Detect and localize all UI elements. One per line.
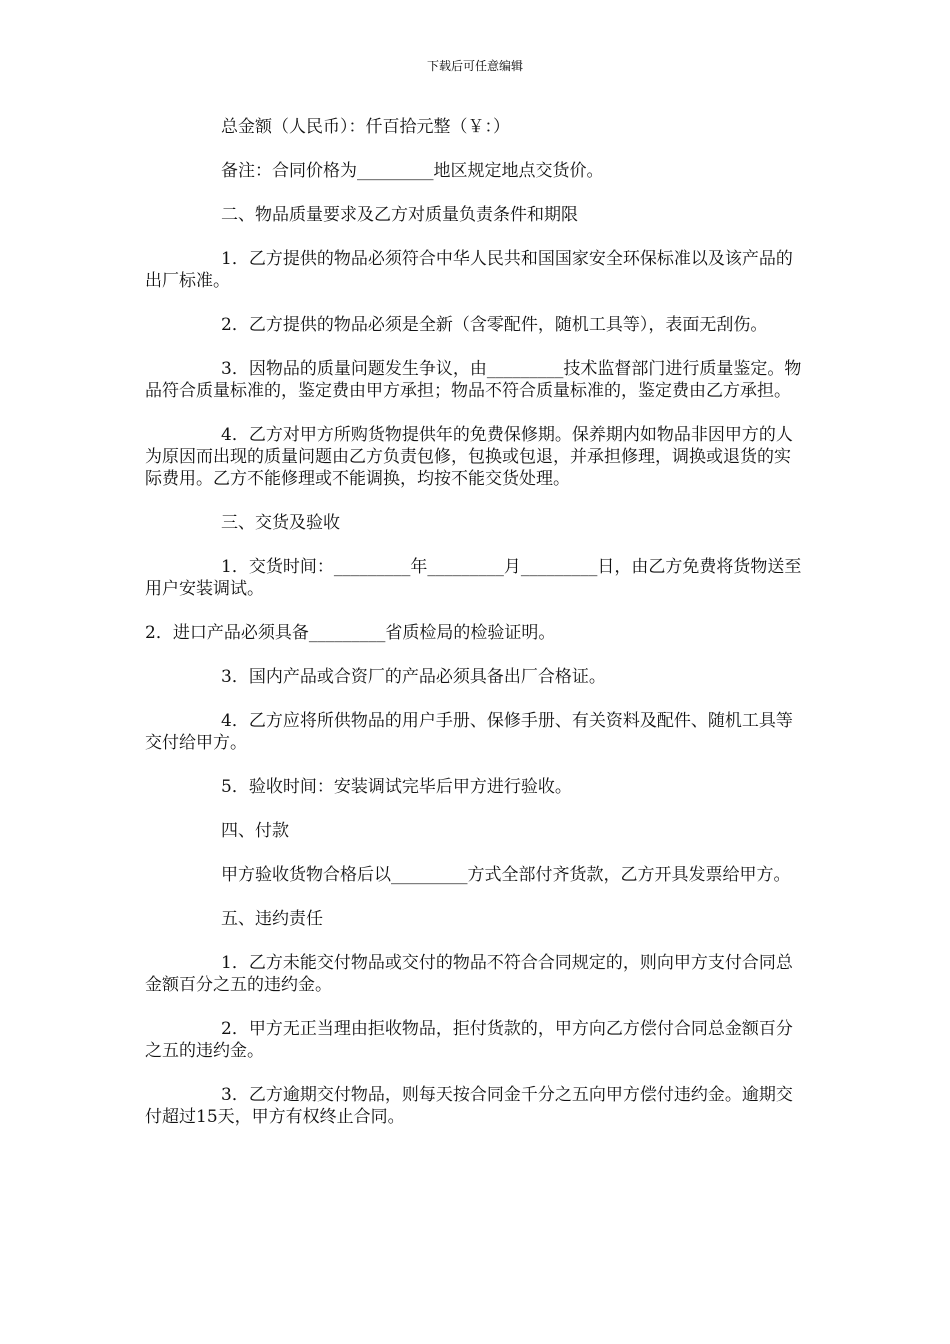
paragraph: 2．乙方提供的物品必须是全新（含零配件，随机工具等），表面无刮伤。: [221, 315, 768, 335]
section-heading-quality: 二、物品质量要求及乙方对质量负责条件和期限: [221, 205, 578, 225]
paragraph: 5．验收时间：安装调试完毕后甲方进行验收。: [221, 777, 572, 797]
paragraph-remark: 备注：合同价格为_________地区规定地点交货价。: [221, 161, 604, 181]
paragraph: 甲方验收货物合格后以_________方式全部付齐货款，乙方开具发票给甲方。: [221, 865, 791, 885]
paragraph: 3．乙方逾期交付物品，则每天按合同金千分之五向甲方偿付违约金。逾期交付超过15天，甲方有权终止合同。: [145, 1085, 793, 1127]
paragraph: 2．进口产品必须具备_________省质检局的检验证明。: [145, 623, 556, 643]
section-heading-delivery: 三、交货及验收: [221, 513, 340, 533]
section-heading-liability: 五、违约责任: [221, 909, 323, 929]
paragraph: 4．乙方对甲方所购货物提供年的免费保修期。保养期内如物品非因甲方的人为原因而出现的质量问题由乙方负责包修，包换或包退，并承担修理，调换或退货的实际费用。乙方不能修理或不能调换，均按不能交货处理。: [145, 425, 793, 489]
page-header: 下载后可任意编辑: [426, 59, 523, 73]
paragraph: 1．乙方提供的物品必须符合中华人民共和国国家安全环保标准以及该产品的出厂标准。: [145, 249, 793, 291]
paragraph: 4．乙方应将所供物品的用户手册、保修手册、有关资料及配件、随机工具等交付给甲方。: [145, 711, 793, 753]
section-heading-payment: 四、付款: [221, 821, 289, 841]
paragraph: 1．交货时间：_________年_________月_________日，由乙方免费将货物送至用户安装调试。: [145, 557, 802, 599]
paragraph: 1．乙方未能交付物品或交付的物品不符合合同规定的，则向甲方支付合同总金额百分之五的违约金。: [145, 953, 793, 995]
paragraph: 3．因物品的质量问题发生争议，由_________技术监督部门进行质量鉴定。物品符合质量标准的，鉴定费由甲方承担；物品不符合质量标准的，鉴定费由乙方承担。: [145, 359, 802, 401]
paragraph-total-amount: 总金额（人民币）：仟百拾元整（￥：）: [221, 117, 510, 137]
document-body: [145, 116, 805, 1150]
paragraph: 3．国内产品或合资厂的产品必须具备出厂合格证。: [221, 667, 606, 687]
paragraph: 2．甲方无正当理由拒收物品，拒付货款的，甲方向乙方偿付合同总金额百分之五的违约金。: [145, 1019, 793, 1061]
